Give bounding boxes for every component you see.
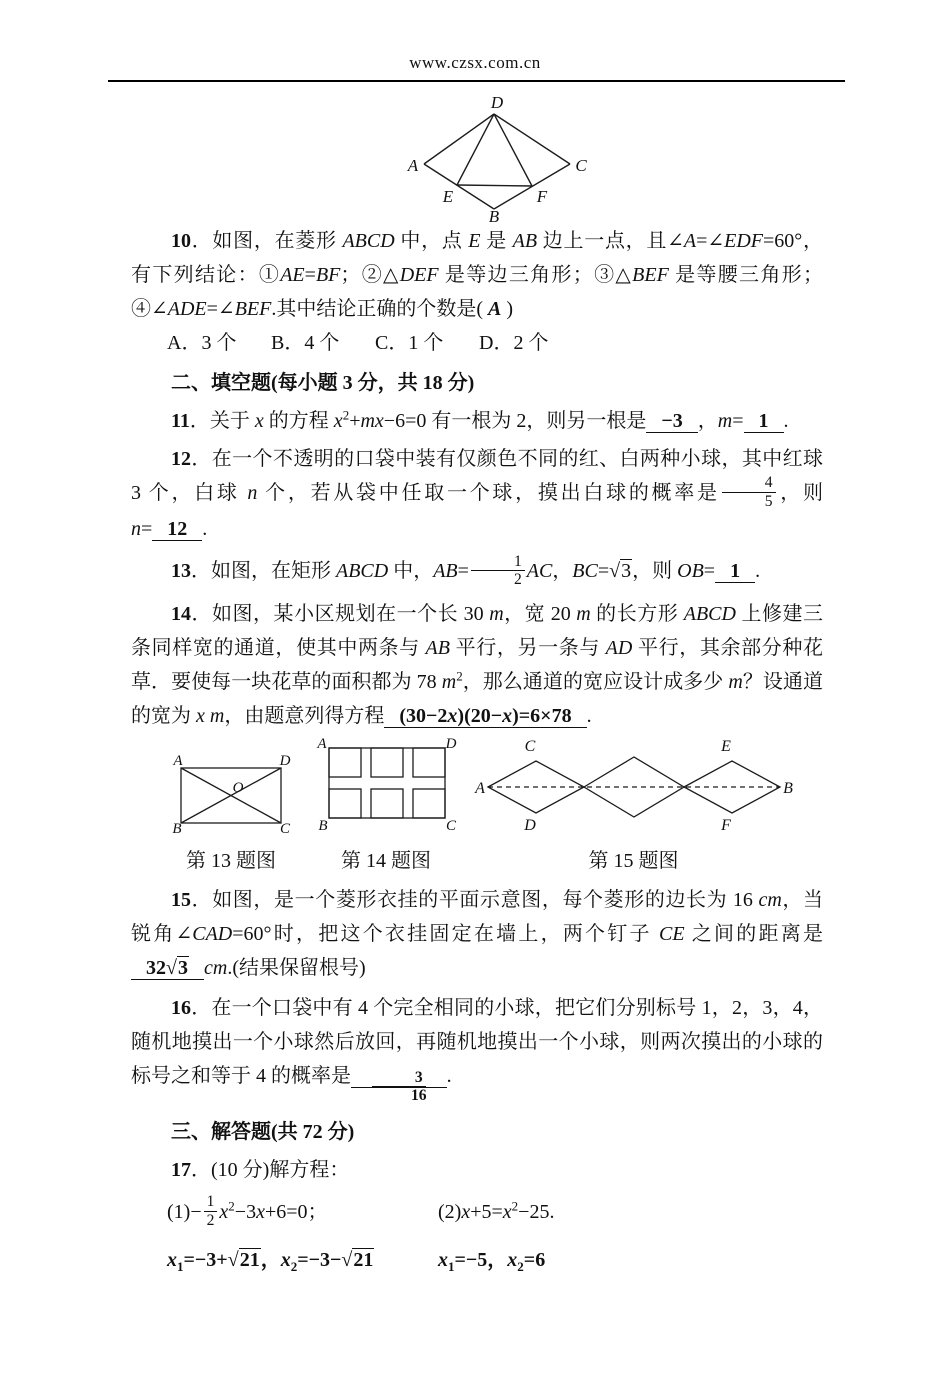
fig13-caption: 第 13 题图 (186, 849, 276, 872)
question-10: 10．如图，在菱形 ABCD 中，点 E 是 AB 边上一点，且∠A=∠EDF=60°，有下列结论：①AE=BF；②△DEF 是等边三角形；③△BEF 是等腰三角形；④∠ADE=∠BEF.其中结论正确的个数是( A ) (131, 230, 824, 320)
q17-answers-row (131, 1243, 823, 1277)
fig10-label-c: C (575, 156, 587, 175)
q17-equation-2: $(2)x+5=x^2-25$. (438, 1197, 555, 1223)
fig13-label-o: O (232, 779, 243, 796)
q17-equation-1: (1)− $\frac{1}{2}$ $x^2-3x+6=0$； (167, 1193, 328, 1229)
section-3-heading: 三、解答题(共 72 分) (171, 1120, 355, 1143)
q14-garden-paths-drawing (313, 738, 459, 833)
question-13: 13．如图，在矩形 ABCD 中，AB= $\frac{1}{2}$ AC，BC=√3，则 OB= 1 . (171, 552, 761, 589)
page (0, 52, 950, 1396)
fig14-label-d: D (445, 737, 457, 752)
fig10-label-e: E (442, 187, 454, 206)
page-header (0, 52, 950, 82)
fig10-label-d: D (490, 94, 504, 112)
fig14-label-c: C (445, 817, 457, 833)
fig15-label-b: B (782, 779, 793, 797)
figure-q15-block (471, 737, 796, 875)
question-12: 12．在一个不透明的口袋中装有仅颜色不同的红、白两种小球，其中红球 3 个，白球 n 个，若从袋中任取一个球，摸出白球的概率是 $\frac{4}{5}$ ，则 n= 12 . (131, 448, 824, 541)
fig13-label-a: A (172, 754, 183, 769)
figure-q13-block (161, 755, 301, 875)
q15-rhombus-hanger-drawing (474, 737, 794, 833)
q10-option-d: D．2 个 (479, 332, 549, 354)
fig10-label-f: F (536, 187, 548, 206)
question-16: 16．在一个口袋中有 4 个完全相同的小球，把它们分别标号 1，2，3，4，随机地摸出一个小球然后放回，再随机地摸出一个小球，则两次摸出的小球的标号之和等于 4 的概率是 $\frac{3}{16}$ . (131, 996, 823, 1105)
fig14-label-b: B (318, 817, 328, 833)
fig10-label-b: B (488, 207, 500, 222)
fig13-label-b: B (171, 820, 182, 833)
site-url: www.czsx.com.cn (409, 53, 541, 72)
fig15-label-d: D (523, 816, 536, 833)
section-2-heading: 二、填空题(每小题 3 分，共 18 分) (171, 372, 475, 394)
fig15-label-e: E (720, 737, 731, 755)
q13-rectangle-diagonals-drawing (169, 755, 294, 833)
question-17-head: 17．(10 分)解方程： (171, 1158, 350, 1181)
fig15-label-c: C (524, 737, 535, 755)
figure-q14-block (316, 738, 456, 875)
fig13-label-d: D (279, 754, 290, 769)
q10-options (131, 326, 823, 360)
fig15-label-f: F (720, 816, 731, 833)
header-rule (108, 80, 845, 82)
q10-option-c: C．1 个 (375, 332, 444, 354)
figure-q10-rhombus (402, 94, 594, 222)
figures-row (161, 737, 823, 875)
question-11: 11．关于 x 的方程 $x^2+mx-6=0$ 有一根为 2，则另一根是 −3 ，m= 1 . (171, 407, 789, 432)
q10-option-a: A．3 个 (167, 332, 237, 354)
document-body (0, 224, 950, 1277)
fig10-label-a: A (407, 156, 419, 175)
q17-equations-row (131, 1195, 823, 1231)
q17-answer-1: $x_1=-3+√21$，$x_2=-3-√21$ (167, 1248, 374, 1274)
q10-option-b: B．4 个 (271, 332, 340, 354)
question-14: 14．如图，某小区规划在一个长 30 m，宽 20 m 的长方形 ABCD 上修建三条同样宽的通道，使其中两条与 AB 平行，另一条与 AD 平行，其余部分种花草．要使每一块花草的面积都为 78 $m^2$，那么通道的宽应设计成多少 m？设通道的宽为 x m，由题意列得方程 (30−2x)(20−x)=6×78 . (131, 602, 824, 727)
question-15: 15．如图，是一个菱形衣挂的平面示意图，每个菱形的边长为 16 cm，当锐角∠CAD=60°时，把这个衣挂固定在墙上，两个钉子 CE 之间的距离是32√3 cm.(结果保留根号) (131, 888, 824, 979)
q17-answer-2: $x_1=-5$，$x_2=6$ (438, 1248, 546, 1274)
fig15-label-a: A (474, 779, 485, 797)
fig15-caption: 第 15 题图 (588, 849, 679, 872)
fig13-label-c: C (279, 820, 290, 833)
q10-rhombus-drawing (402, 94, 594, 222)
fig14-caption: 第 14 题图 (341, 849, 431, 872)
fig14-label-a: A (317, 737, 327, 752)
